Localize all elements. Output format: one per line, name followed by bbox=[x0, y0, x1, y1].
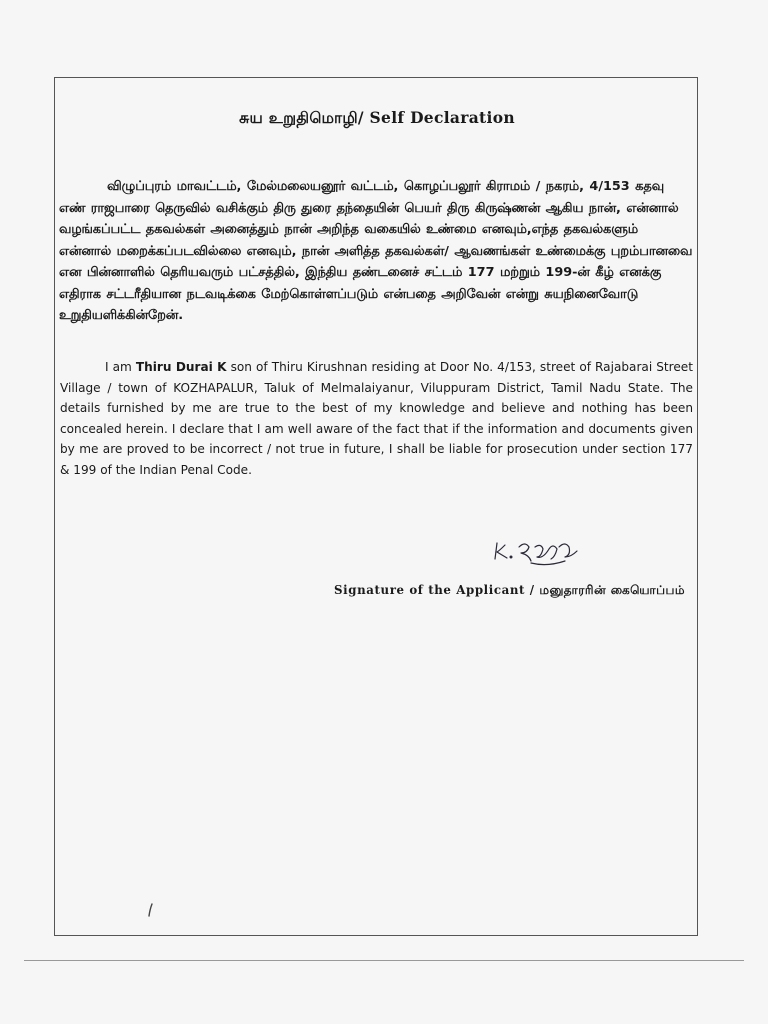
english-declaration-paragraph bbox=[60, 357, 693, 481]
applicant-name: Thiru Durai K bbox=[135, 360, 227, 374]
signature-caption: Signature of the Applicant / மனுதாரரின் கையொப்பம் bbox=[334, 583, 685, 597]
page-bottom-rule bbox=[24, 960, 744, 961]
english-paragraph-body: son of Thiru Kirushnan residing at Door No. 4/153, street of Rajabarai Street Village / town of KOZHAPALUR, Taluk of Melmalaiyanur, Viluppuram District, Tamil Nadu State. The details furnished by me are true to the best of my knowledge and believe and nothing has been concealed herein. I declare that I am well aware of the fact that if the information and documents given by me are proved to be incorrect / not true in future, I shall be liable for prosecution under section 177 & 199 of the Indian Penal Code. bbox=[60, 360, 693, 477]
scan-speck-mark bbox=[148, 903, 154, 917]
tamil-declaration-paragraph: விழுப்புரம் மாவட்டம், மேல்மலையனூர் வட்டம், கொழப்பலூர் கிராமம் / நகரம், 4/153 கதவு எண் ராஜபாரை தெருவில் வசிக்கும் திரு துரை தந்தையின் பெயர் திரு கிருஷ்ணன் ஆகிய நான், என்னால் வழங்கப்பட்ட தகவல்கள் அனைத்தும் நான் அறிந்த வகையில் உண்மை எனவும்,எந்த தகவல்களும் என்னால் மறைக்கப்படவில்லை எனவும், நான் அளித்த தகவல்கள்/ ஆவணங்கள் உண்மைக்கு புறம்பானவை என பின்னாளில் தெரியவரும் பட்சத்தில், இந்திய தண்டனைச் சட்டம் 177 மற்றும் 199-ன் கீழ் எனக்கு எதிராக சட்டரீதியான நடவடிக்கை மேற்கொள்ளப்படும் என்பதை அறிவேன் என்று சுயநினைவோடு உறுதியளிக்கின்றேன். bbox=[59, 179, 693, 323]
handwritten-signature bbox=[491, 533, 583, 571]
declaration-title: சுய உறுதிமொழி/ Self Declaration bbox=[239, 108, 515, 127]
english-paragraph-prefix: I am bbox=[105, 360, 136, 374]
declaration-frame bbox=[54, 77, 698, 936]
